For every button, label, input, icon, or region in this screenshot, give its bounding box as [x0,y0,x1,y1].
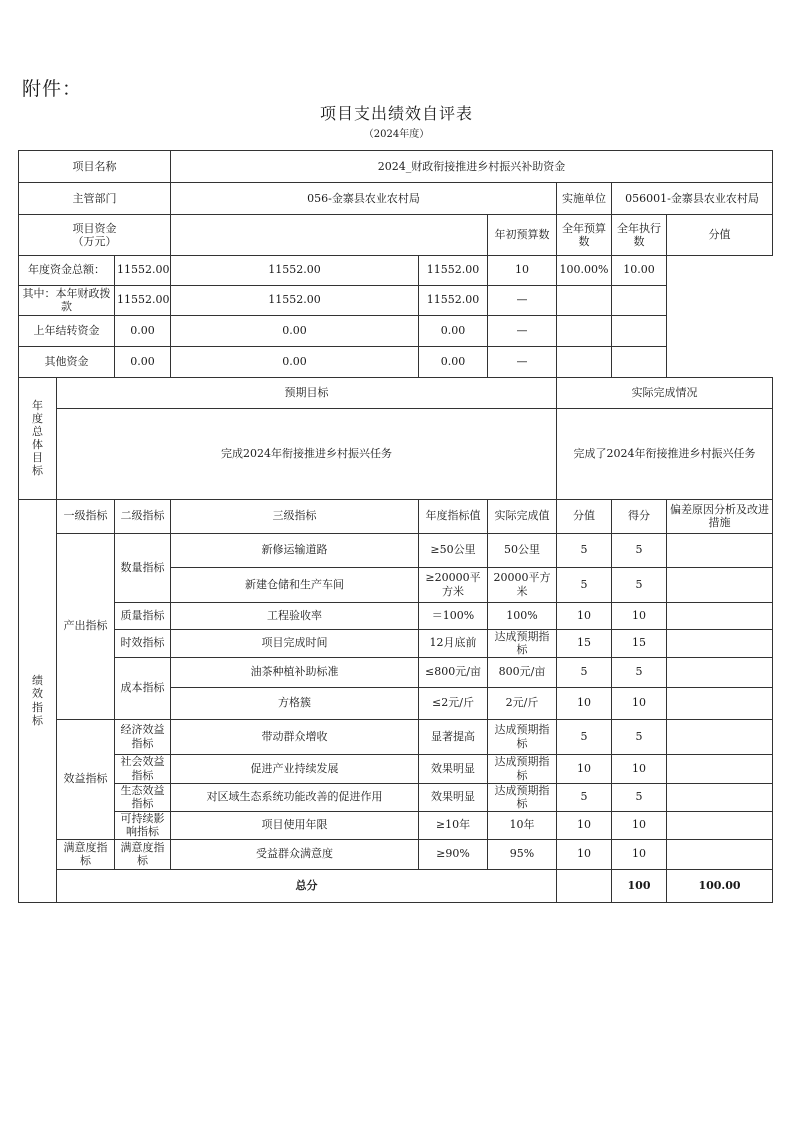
indicator-score: 10 [612,811,667,839]
indicator-row [19,602,773,629]
funds-initial-value: 0.00 [115,346,171,377]
indicator-name: 方格簇 [171,687,419,719]
indicator-name: 油茶种植补助标准 [171,657,419,687]
subgroup-satisfaction: 满意度指 标 [115,839,171,869]
indicator-score: 5 [612,533,667,567]
funds-annual-value: 0.00 [171,315,419,346]
total-row [19,869,773,902]
indicator-name: 促进产业持续发展 [171,754,419,783]
indicator-actual: 95% [488,839,557,869]
indicator-score: 10 [612,687,667,719]
indicator-target: ≥90% [419,839,488,869]
goals-content-row [19,408,773,499]
indicator-weight: 15 [557,629,612,657]
funds-row-name: 上年结转资金 [19,315,115,346]
indicator-deviation [667,657,773,687]
goals-label: 年 度 总 体 目 标 [19,377,57,499]
indicator-actual: 达成预期指 标 [488,783,557,811]
evaluation-table [18,150,773,903]
funds-executed-value: 11552.00 [419,285,488,315]
header-deviation: 偏差原因分析及改进措施 [667,499,773,533]
total-blank [557,869,612,902]
indicator-deviation [667,629,773,657]
indicator-weight: 10 [557,811,612,839]
funds-header-row [19,215,773,256]
subgroup-ecological: 生态效益 指标 [115,783,171,811]
indicator-deviation [667,533,773,567]
indicator-deviation [667,754,773,783]
indicator-deviation [667,839,773,869]
funds-row-name: 其他资金 [19,346,115,377]
header-level2: 二级指标 [115,499,171,533]
indicator-row [19,629,773,657]
impl-label: 实施单位 [557,183,612,215]
project-name-label: 项目名称 [19,151,171,183]
indicator-actual: 20000平方 米 [488,567,557,602]
indicator-row [19,657,773,687]
subgroup-sustainable: 可持续影 响指标 [115,811,171,839]
funds-label: 项目资金 （万元） [19,215,171,256]
indicator-name: 工程验收率 [171,602,419,629]
total-weight: 100 [612,869,667,902]
funds-weight-value: — [488,315,557,346]
indicator-actual: 2元/斤 [488,687,557,719]
indicator-target: 显著提高 [419,719,488,754]
funds-executed-value: 11552.00 [419,255,488,285]
funds-score-value [612,285,667,315]
funds-header-blank [171,215,488,256]
indicator-weight: 10 [557,839,612,869]
indicator-actual: 800元/亩 [488,657,557,687]
indicator-target: 12月底前 [419,629,488,657]
indicator-weight: 5 [557,719,612,754]
indicator-score: 5 [612,783,667,811]
indicator-name: 项目使用年限 [171,811,419,839]
funds-score-value [612,346,667,377]
header-target: 年度指标值 [419,499,488,533]
project-name-value: 2024_财政衔接推进乡村振兴补助资金 [171,151,773,183]
goals-expected-text: 完成2024年衔接推进乡村振兴任务 [57,408,557,499]
funds-initial-value: 0.00 [115,315,171,346]
indicator-weight: 5 [557,783,612,811]
indicator-deviation [667,783,773,811]
indicator-score: 5 [612,719,667,754]
indicator-deviation [667,687,773,719]
indicator-name: 对区域生态系统功能改善的促进作用 [171,783,419,811]
indicator-score: 10 [612,839,667,869]
goals-actual-header: 实际完成情况 [557,377,773,408]
funds-annual-value: 11552.00 [171,255,419,285]
indicator-row [19,811,773,839]
indicator-actual: 100% [488,602,557,629]
funds-row [19,255,773,285]
page-title: 项目支出绩效自评表 [319,104,473,123]
attachment-label: 附件： [22,78,83,100]
indicator-actual: 达成预期指 标 [488,629,557,657]
funds-rate-value [557,315,612,346]
indicator-name: 受益群众满意度 [171,839,419,869]
indicator-weight: 5 [557,657,612,687]
funds-executed-value: 0.00 [419,315,488,346]
indicator-target: ≥50公里 [419,533,488,567]
indicator-deviation [667,602,773,629]
funds-rate-value: 100.00% [557,255,612,285]
indicator-row [19,783,773,811]
indicator-name: 带动群众增收 [171,719,419,754]
subgroup-timeliness: 时效指标 [115,629,171,657]
dept-label: 主管部门 [19,183,171,215]
indicator-target: ≥10年 [419,811,488,839]
funds-initial-value: 11552.00 [115,285,171,315]
indicator-deviation [667,719,773,754]
funds-initial-value: 11552.00 [115,255,171,285]
funds-row-name: 其中：本年财政拨款 [19,285,115,315]
funds-row [19,315,773,346]
indicator-target: ≤800元/亩 [419,657,488,687]
funds-header-annual: 全年预算数 [557,215,612,256]
indicator-target: 效果明显 [419,754,488,783]
goals-actual-text: 完成了2024年衔接推进乡村振兴任务 [557,408,773,499]
indicator-deviation [667,811,773,839]
funds-row-name: 年度资金总额： [19,255,115,285]
indicator-name: 新修运输道路 [171,533,419,567]
funds-score-value: 10.00 [612,255,667,285]
page-subtitle: （2024年度） [363,129,430,140]
total-score: 100.00 [667,869,773,902]
funds-header-initial: 年初预算数 [488,215,557,256]
funds-header-executed: 全年执行数 [612,215,667,256]
subgroup-cost: 成本指标 [115,657,171,719]
project-name-row [19,151,773,183]
indicator-deviation [667,567,773,602]
impl-value: 056001-金寨县农业农村局 [612,183,773,215]
indicator-weight: 10 [557,687,612,719]
indicator-name: 新建仓储和生产车间 [171,567,419,602]
header-score: 得分 [612,499,667,533]
indicator-score: 5 [612,567,667,602]
subgroup-social: 社会效益 指标 [115,754,171,783]
dept-value: 056-金寨县农业农村局 [171,183,557,215]
header-weight: 分值 [557,499,612,533]
group-benefit: 效益指标 [57,719,115,839]
indicator-row [19,754,773,783]
funds-weight-value: — [488,346,557,377]
indicator-score: 10 [612,754,667,783]
indicator-score: 15 [612,629,667,657]
funds-annual-value: 0.00 [171,346,419,377]
goals-header-row [19,377,773,408]
indicators-label: 绩 效 指 标 [19,499,57,902]
funds-rate-value [557,346,612,377]
funds-header-weight: 分值 [667,215,773,256]
funds-score-value [612,315,667,346]
indicator-actual: 达成预期指 标 [488,719,557,754]
indicator-score: 5 [612,657,667,687]
indicator-target: ≥20000平 方米 [419,567,488,602]
funds-executed-value: 0.00 [419,346,488,377]
indicator-row [19,533,773,567]
indicator-row [19,839,773,869]
indicator-row [19,719,773,754]
funds-annual-value: 11552.00 [171,285,419,315]
indicator-actual: 10年 [488,811,557,839]
funds-weight-value: — [488,285,557,315]
group-satisfaction: 满意度指 标 [57,839,115,869]
subgroup-quantity: 数量指标 [115,533,171,602]
indicator-actual: 50公里 [488,533,557,567]
group-output: 产出指标 [57,533,115,719]
indicator-weight: 10 [557,602,612,629]
header-level1: 一级指标 [57,499,115,533]
indicator-target: ＝100% [419,602,488,629]
department-row [19,183,773,215]
indicators-header-row [19,499,773,533]
header-actual: 实际完成值 [488,499,557,533]
indicator-name: 项目完成时间 [171,629,419,657]
indicator-target: ≤2元/斤 [419,687,488,719]
subgroup-quality: 质量指标 [115,602,171,629]
total-label: 总分 [57,869,557,902]
indicator-weight: 5 [557,533,612,567]
indicator-actual: 达成预期指 标 [488,754,557,783]
funds-row [19,285,773,315]
header-level3: 三级指标 [171,499,419,533]
indicator-target: 效果明显 [419,783,488,811]
subgroup-economic: 经济效益 指标 [115,719,171,754]
goals-expected-header: 预期目标 [57,377,557,408]
funds-rate-value [557,285,612,315]
indicator-weight: 10 [557,754,612,783]
funds-weight-value: 10 [488,255,557,285]
indicator-weight: 5 [557,567,612,602]
funds-row [19,346,773,377]
indicator-score: 10 [612,602,667,629]
